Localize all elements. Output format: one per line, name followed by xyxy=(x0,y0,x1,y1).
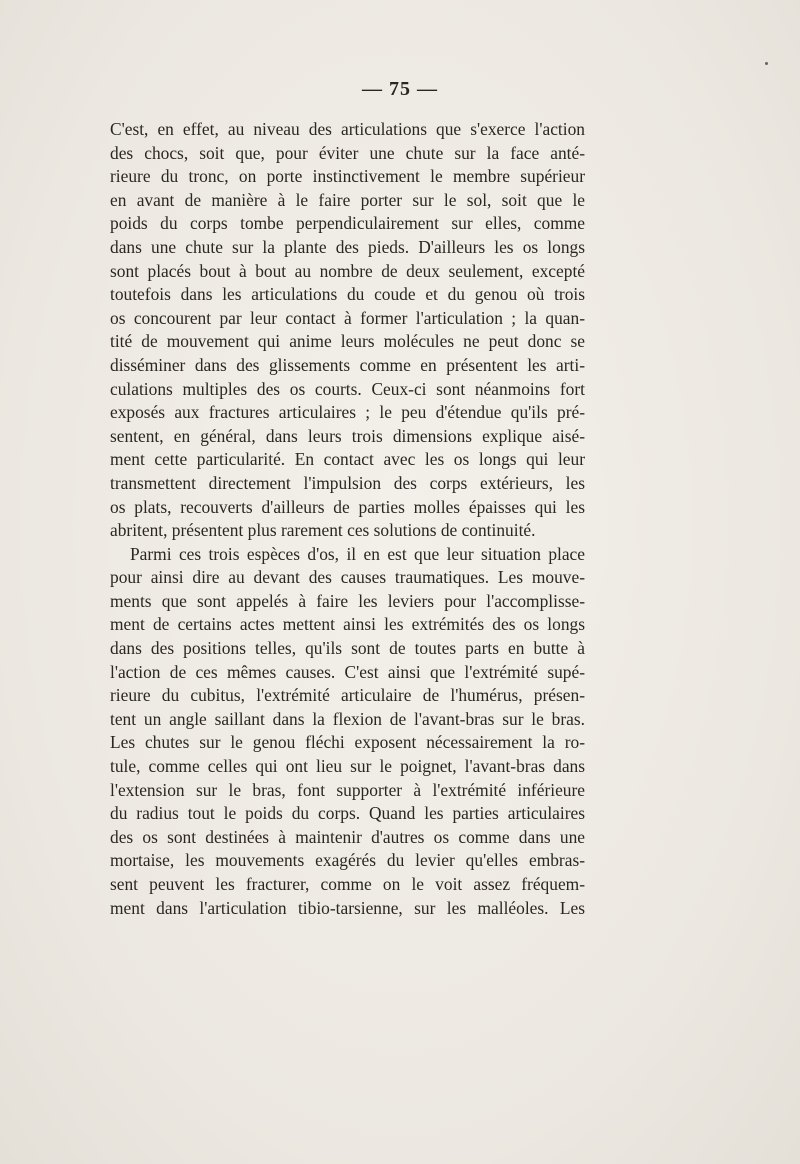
text-line: os plats, recouverts d'ailleurs de parties molles épaisses qui les xyxy=(110,496,585,517)
text-line: dans une chute sur la plante des pieds. D'ailleurs les os longs xyxy=(110,236,585,257)
text-line: sont placés bout à bout au nombre de deux seulement, excepté xyxy=(110,260,585,281)
text-line: du radius tout le poids du corps. Quand les parties articulaires xyxy=(110,803,585,824)
text-line: tule, comme celles qui ont lieu sur le poignet, l'avant-bras dans xyxy=(110,756,585,777)
text-line: mortaise, les mouvements exagérés du levier qu'elles embras- xyxy=(110,850,585,871)
text-line: ments que sont appelés à faire les leviers pour l'accomplisse- xyxy=(110,590,585,611)
text-line: abritent, présentent plus rarement ces solutions de continuité. xyxy=(110,520,536,541)
text-line: poids du corps tombe perpendiculairement sur elles, comme xyxy=(110,213,585,234)
text-line: en avant de manière à le faire porter sur le sol, soit que le xyxy=(110,189,585,210)
text-line: os concourent par leur contact à former l'articulation ; la quan- xyxy=(110,307,585,328)
text-line: ment cette particularité. En contact avec les os longs qui leur xyxy=(110,449,585,470)
text-line: ment dans l'articulation tibio-tarsienne, sur les malléoles. Les xyxy=(110,897,585,918)
text-line: C'est, en effet, au niveau des articulations que s'exerce l'action xyxy=(110,119,585,139)
text-line: l'action de ces mêmes causes. C'est ainsi que l'extrémité supé- xyxy=(110,661,585,682)
text-line: disséminer dans des glissements comme en présentent les arti- xyxy=(110,354,585,375)
text-line: tent un angle saillant dans la flexion de l'avant-bras sur le bras. xyxy=(110,708,585,729)
text-line: Parmi ces trois espèces d'os, il en est que leur situation place xyxy=(130,543,585,564)
body-text xyxy=(110,118,585,920)
text-line: rieure du tronc, on porte instinctivement le membre supérieur xyxy=(110,166,585,187)
text-line: sent peuvent les fracturer, comme on le voit assez fréquem- xyxy=(110,874,585,894)
text-line: transmettent directement l'impulsion des corps extérieurs, les xyxy=(110,472,585,493)
text-line: toutefois dans les articulations du coude et du genou où trois xyxy=(110,284,585,305)
text-line: rieure du cubitus, l'extrémité articulaire de l'humérus, présen- xyxy=(110,685,585,706)
text-line: pour ainsi dire au devant des causes traumatiques. Les mouve- xyxy=(110,567,585,588)
paper-speck xyxy=(765,62,768,65)
text-line: Les chutes sur le genou fléchi exposent nécessairement la ro- xyxy=(110,732,585,753)
text-line: tité de mouvement qui anime leurs molécules ne peut donc se xyxy=(110,331,585,352)
text-line: exposés aux fractures articulaires ; le peu d'étendue qu'ils pré- xyxy=(110,402,585,423)
text-line: des chocs, soit que, pour éviter une chute sur la face anté- xyxy=(110,142,585,163)
text-line: l'extension sur le bras, font supporter à l'extrémité inférieure xyxy=(110,779,585,800)
text-line: dans des positions telles, qu'ils sont de toutes parts en butte à xyxy=(110,638,585,659)
text-line: culations multiples des os courts. Ceux-ci sont néanmoins fort xyxy=(110,378,585,399)
page-number: — 75 — xyxy=(362,78,438,100)
text-line: des os sont destinées à maintenir d'autres os comme dans une xyxy=(110,826,585,847)
text-line: ment de certains actes mettent ainsi les extrémités des os longs xyxy=(110,614,585,635)
text-line: sentent, en général, dans leurs trois dimensions explique aisé- xyxy=(110,425,585,446)
